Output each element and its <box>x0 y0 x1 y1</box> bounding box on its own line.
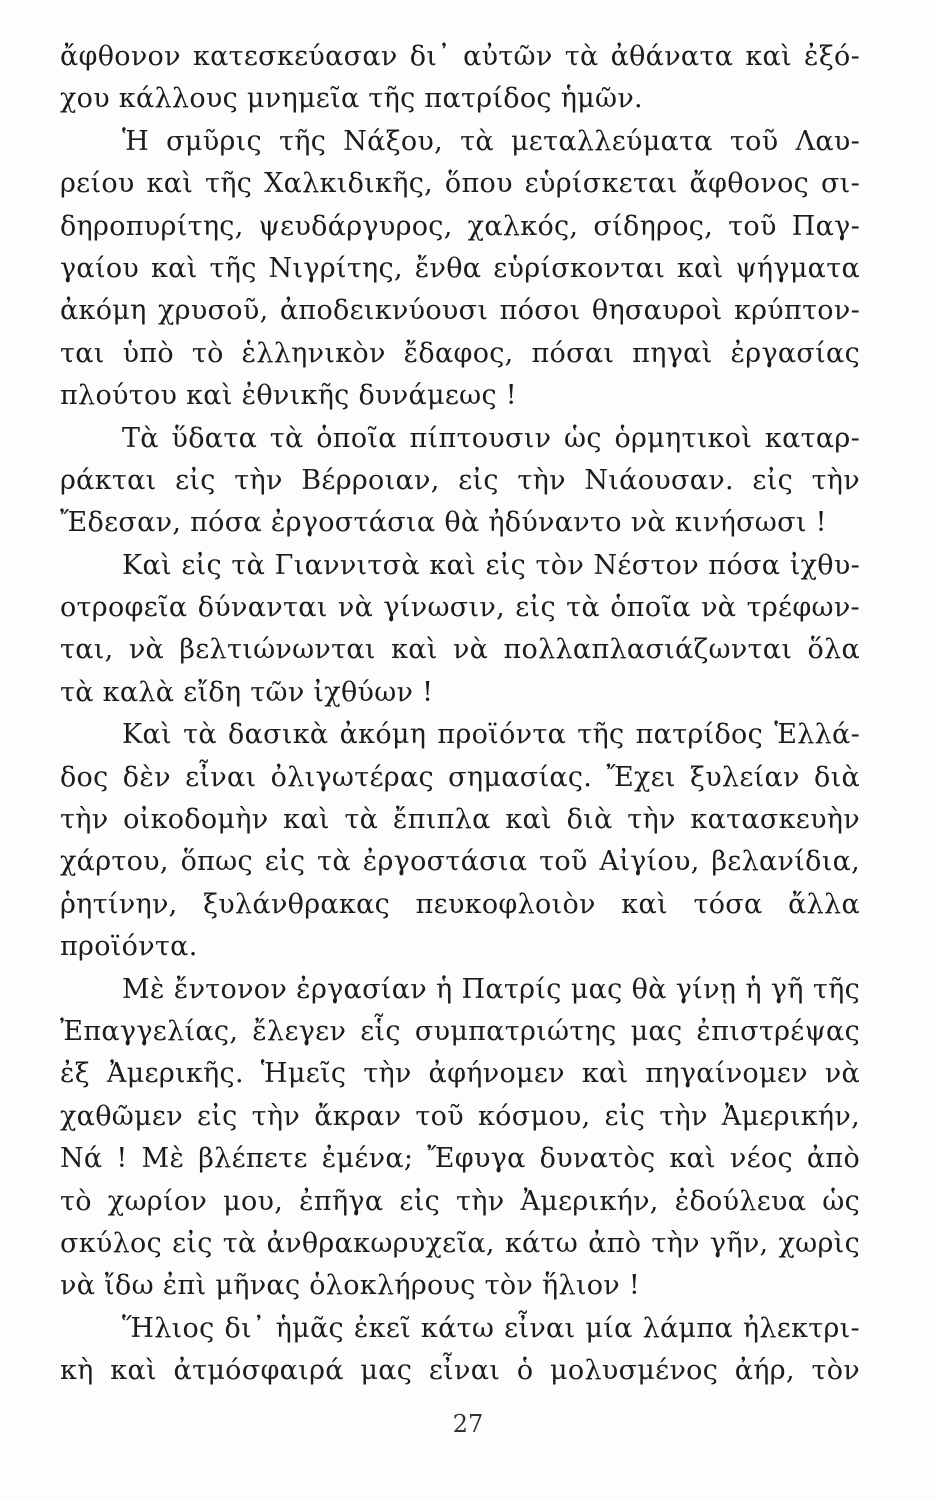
text-line: τὸ χωρίον μου, ἐπῆγα εἰς τὴν Ἀμερικήν, ἐδούλευα ὡς <box>60 1185 860 1217</box>
text-line: δος δὲν εἶναι ὀλιγωτέρας σημασίας. Ἔχει ξυλείαν διὰ <box>60 761 860 793</box>
text-line: Καὶ εἰς τὰ Γιαννιτσὰ καὶ εἰς τὸν Νέστον πόσα ἰχθυ- <box>122 549 860 581</box>
text-line: Ἥλιος δι᾿ ἡμᾶς ἐκεῖ κάτω εἶναι μία λάμπα ἠλεκτρι- <box>122 1312 860 1344</box>
text-line: Καὶ τὰ δασικὰ ἀκόμη προϊόντα τῆς πατρίδος Ἑλλά- <box>122 719 860 751</box>
text-line: Ἐπαγγελίας, ἔλεγεν εἷς συμπατριώτης μας ἐπιστρέψας <box>60 1015 860 1047</box>
text-line: Μὲ ἔντονον ἐργασίαν ἡ Πατρίς μας θὰ γίνῃ ἡ γῆ τῆς <box>122 973 860 1005</box>
text-line: ῥητίνην, ξυλάνθρακας πευκοφλοιὸν καὶ τόσα ἄλλα <box>60 888 860 920</box>
text-line: γαίου καὶ τῆς Νιγρίτης, ἔνθα εὑρίσκονται καὶ ψήγματα <box>60 252 860 284</box>
text-line: δηροπυρίτης, ψευδάργυρος, χαλκός, σίδηρος, τοῦ Παγ- <box>60 210 860 242</box>
text-line: ἄφθονον κατεσκεύασαν δι᾿ αὐτῶν τὰ ἀθάνατα καὶ ἐξό- <box>60 41 860 72</box>
text-line: τὰ καλὰ εἴδη τῶν ἰχθύων ! <box>60 676 434 708</box>
text-line: πλούτου καὶ ἐθνικῆς δυνάμεως ! <box>60 380 517 412</box>
text-line: σκύλος εἰς τὰ ἀνθρακωρυχεῖα, κάτω ἀπὸ τὴν γῆν, χωρὶς <box>60 1227 860 1259</box>
text-line: οτροφεῖα δύνανται νὰ γίνωσιν, εἰς τὰ ὁποῖα νὰ τρέφων- <box>60 592 860 624</box>
text-line: Τὰ ὕδατα τὰ ὁποῖα πίπτουσιν ὡς ὁρμητικοὶ καταρ- <box>122 422 860 454</box>
text-line: ράκται εἰς τὴν Βέρροιαν, εἰς τὴν Νιάουσαν. εἰς τὴν <box>60 464 860 496</box>
page-number: 27 <box>452 1410 484 1438</box>
text-line: προϊόντα. <box>60 931 198 963</box>
text-line: κὴ καὶ ἀτμόσφαιρά μας εἶναι ὁ μολυσμένος ἀήρ, τὸν <box>60 1355 860 1387</box>
text-line: χάρτου, ὅπως εἰς τὰ ἐργοστάσια τοῦ Αἰγίου, βελανίδια, <box>60 846 860 878</box>
text-line: ἐξ Ἀμερικῆς. Ἡμεῖς τὴν ἀφήνομεν καὶ πηγαίνομεν νὰ <box>60 1058 860 1090</box>
text-line: ρείου καὶ τῆς Χαλκιδικῆς, ὅπου εὑρίσκεται ἄφθονος σι- <box>60 168 860 200</box>
text-line: Ἡ σμῦρις τῆς Νάξου, τὰ μεταλλεύματα τοῦ Λαυ- <box>122 125 860 157</box>
text-line: τὴν οἰκοδομὴν καὶ τὰ ἔπιπλα καὶ διὰ τὴν κατασκευὴν <box>60 804 860 836</box>
text-line: ται, νὰ βελτιώνωνται καὶ νὰ πολλαπλασιάζωνται ὅλα <box>60 634 860 666</box>
text-line: ται ὑπὸ τὸ ἑλληνικὸν ἔδαφος, πόσαι πηγαὶ ἐργασίας <box>60 337 860 369</box>
page-body-text <box>60 36 860 1393</box>
text-line: χου κάλλους μνημεῖα τῆς πατρίδος ἡμῶν. <box>60 83 643 115</box>
text-line: χαθῶμεν εἰς τὴν ἄκραν τοῦ κόσμου, εἰς τὴν Ἀμερικήν, <box>60 1100 860 1132</box>
text-line: Ἔδεσαν, πόσα ἐργοστάσια θὰ ἠδύναντο νὰ κινήσωσι ! <box>60 507 827 539</box>
text-line: ἀκόμη χρυσοῦ, ἀποδεικνύουσι πόσοι θησαυροὶ κρύπτον- <box>60 295 860 327</box>
text-line: Νά ! Μὲ βλέπετε ἐμένα; Ἔφυγα δυνατὸς καὶ νέος ἀπὸ <box>60 1143 860 1175</box>
text-line: νὰ ἴδω ἐπὶ μῆνας ὁλοκλήρους τὸν ἥλιον ! <box>60 1270 641 1302</box>
